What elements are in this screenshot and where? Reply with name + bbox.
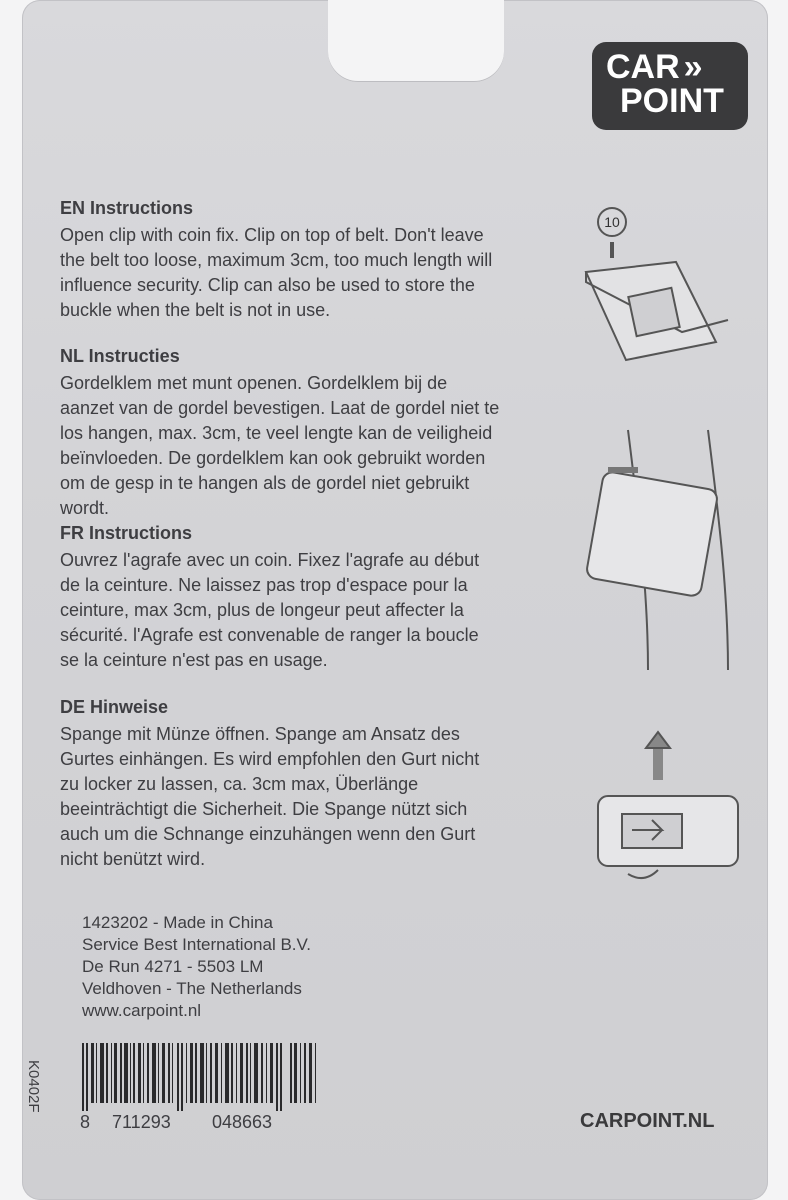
carpoint-logo [592,42,748,130]
logo-chevron-icon: » [683,48,699,86]
section-fr-title: FR Instructions [60,523,193,543]
step2-belt-icon [586,430,728,670]
section-de-title: DE Hinweise [60,697,169,717]
address-line: Veldhoven - The Netherlands [82,979,302,998]
hanger-hole [328,0,504,82]
barcode-addon [290,1043,345,1111]
logo-line2: POINT [620,82,724,120]
section-en-body: Open clip with coin fix. Clip on top of belt. Don't leave the belt too loose, maximum 3cm, too much length will influence security. Clip can also be used to store the buckle when the belt is not in use. [60,225,493,320]
barcode-first-digit: 8 [80,1112,91,1132]
logo-line1: CAR [606,48,680,86]
address-block [82,912,311,1022]
section-de [60,695,500,872]
section-nl [60,344,500,521]
barcode-group2: 048663 [212,1112,273,1132]
section-nl-title: NL Instructies [60,346,180,366]
section-fr-body: Ouvrez l'agrafe avec un coin. Fixez l'agrafe au début de la ceinture. Ne laissez pas trop d'espace pour la ceinture, max 3cm, plus de longeur peut affecter la sécurité. l'Agrafe est convenable de ranger la boucle se la ceinture n'est pas en usage. [60,550,480,670]
barcode [80,1043,283,1111]
step1-clip-icon [586,208,728,360]
section-en [60,196,500,323]
website-link: www.carpoint.nl [82,1001,202,1020]
address-line: De Run 4271 - 5503 LM [82,957,264,976]
section-de-body: Spange mit Münze öffnen. Spange am Ansatz des Gurtes einhängen. Es wird empfohlen den Gurt nicht zu locker zu lassen, ca. 3cm max, Überlänge beeinträchtigt die Sicherheit. Die Spange nützt sich auch um die Schnange einzuhängen wenn den Gurt nicht benützt wird. [60,724,480,869]
address-line: 1423202 - Made in China [82,913,273,932]
instruction-illustration [568,180,768,900]
section-en-title: EN Instructions [60,198,194,218]
section-nl-body: Gordelklem met munt openen. Gordelklem bij de aanzet van de gordel bevestigen. Laat de gordel niet te los hangen, max. 3cm, te veel lengte kan de veiligheid beïnvloeden. De gordelklem kan ook gebruikt worden om de gesp in te hangen als de gordel niet gebruikt wordt. [60,373,500,518]
barcode-group1: 711293 [112,1112,171,1132]
side-product-code: K0402F [25,1060,42,1113]
address-line: Service Best International B.V. [82,935,312,954]
coin-label: 10 [604,214,620,230]
website-label: CARPOINT.NL [580,1110,715,1132]
step3-buckle-icon [598,732,738,878]
section-fr [60,521,500,673]
